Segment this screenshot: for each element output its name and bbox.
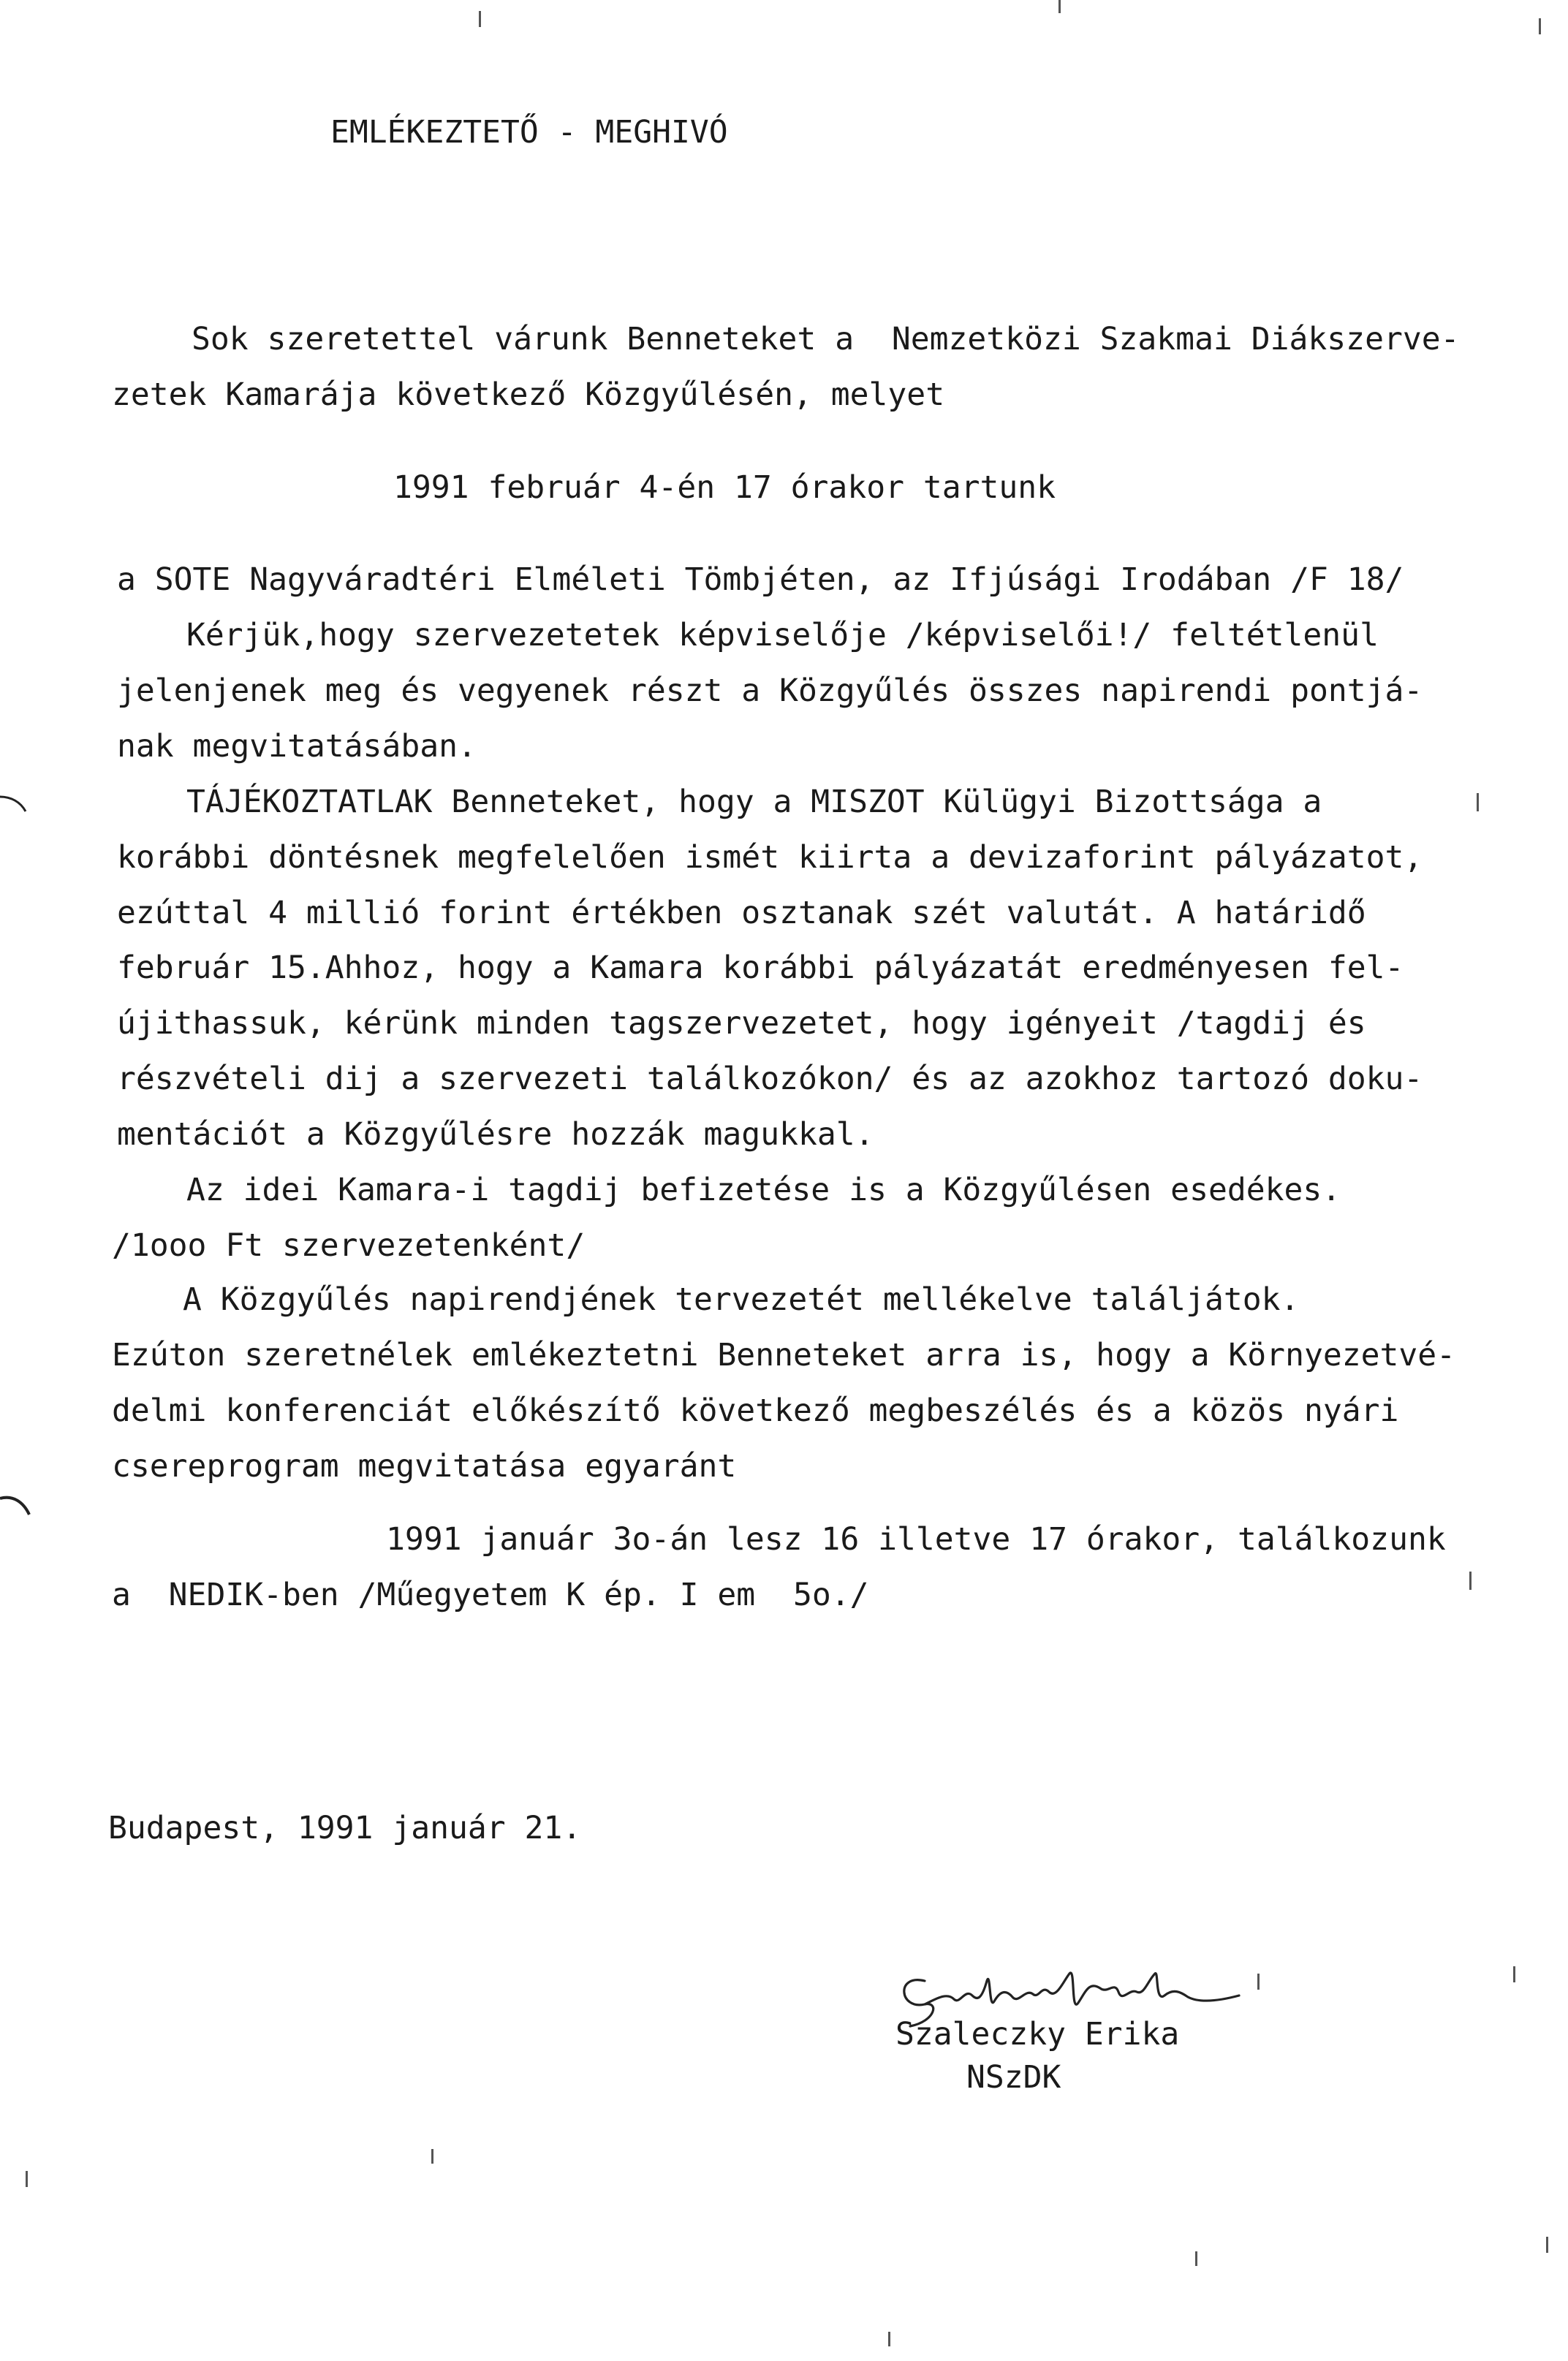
text-line-4: a SOTE Nagyváradtéri Elméleti Tömbjéten, az Ifjúsági Irodában /F 18/ xyxy=(117,561,1404,598)
scan-speck xyxy=(1195,2251,1197,2266)
scan-edge-mark xyxy=(0,1491,33,1520)
scan-speck xyxy=(1539,18,1541,34)
text-line-5: Kérjük,hogy szervezetetek képviselője /képviselői!/ feltétlenül xyxy=(186,617,1379,653)
scan-speck xyxy=(26,2171,28,2187)
text-line-2: zetek Kamarája következő Közgyűlésén, melyet xyxy=(112,376,945,413)
scan-speck xyxy=(1513,1966,1515,1982)
signer-organization: NSzDK xyxy=(966,2059,1061,2096)
scan-speck xyxy=(479,11,481,27)
text-line-18: Ezúton szeretnélek emlékeztetni Benneteket arra is, hogy a Környezetvé- xyxy=(112,1337,1456,1373)
text-line-1: Sok szeretettel várunk Benneteket a Nemzetközi Szakmai Diákszerve- xyxy=(192,321,1460,357)
text-line-12: újithassuk, kérünk minden tagszervezetet, hogy igényeit /tagdij és xyxy=(117,1005,1366,1042)
meeting-date-line: 1991 február 4-én 17 órakor tartunk xyxy=(393,469,1056,506)
text-line-8: TÁJÉKOZTATLAK Benneteket, hogy a MISZOT Külügyi Bizottsága a xyxy=(186,784,1322,820)
text-line-20: csereprogram megvitatása egyaránt xyxy=(112,1448,737,1485)
text-line-17: A Közgyűlés napirendjének tervezetét mellékelve találjátok. xyxy=(183,1281,1300,1318)
text-line-19: delmi konferenciát előkészítő következő megbeszélés és a közös nyári xyxy=(112,1392,1399,1429)
text-line-7: nak megvitatásában. xyxy=(117,728,477,765)
text-line-9: korábbi döntésnek megfelelően ismét kiirta a devizaforint pályázatot, xyxy=(117,839,1423,876)
signer-name: Szaleczky Erika xyxy=(895,2016,1180,2053)
scan-speck xyxy=(1546,2237,1548,2253)
text-line-11: február 15.Ahhoz, hogy a Kamara korábbi pályázatát eredményesen fel- xyxy=(117,950,1404,986)
scan-speck xyxy=(1257,1974,1260,1990)
text-line-15: Az idei Kamara-i tagdij befizetése is a Közgyűlésen esedékes. xyxy=(186,1172,1341,1208)
text-line-22: a NEDIK-ben /Műegyetem K ép. I em 5o./ xyxy=(112,1577,869,1613)
scan-edge-mark xyxy=(0,793,29,815)
text-line-13: részvételi dij a szervezeti találkozókon/ és az azokhoz tartozó doku- xyxy=(117,1061,1423,1097)
scan-speck xyxy=(1469,1572,1472,1590)
scan-speck xyxy=(1477,793,1479,811)
scan-speck xyxy=(1058,0,1061,13)
second-meeting-date-line: 1991 január 3o-án lesz 16 illetve 17 órakor, találkozunk xyxy=(386,1521,1446,1558)
text-line-10: ezúttal 4 millió forint értékben osztanak szét valutát. A határidő xyxy=(117,895,1366,931)
place-and-date: Budapest, 1991 január 21. xyxy=(108,1810,582,1846)
text-line-6: jelenjenek meg és vegyenek részt a Közgyűlés összes napirendi pontjá- xyxy=(117,672,1423,709)
scan-speck xyxy=(431,2149,433,2164)
scan-speck xyxy=(888,2332,890,2346)
document-title: EMLÉKEZTETŐ - MEGHIVÓ xyxy=(330,114,728,151)
text-line-14: mentációt a Közgyűlésre hozzák magukkal. xyxy=(117,1116,874,1153)
text-line-16: /1ooo Ft szervezetenként/ xyxy=(112,1227,586,1264)
